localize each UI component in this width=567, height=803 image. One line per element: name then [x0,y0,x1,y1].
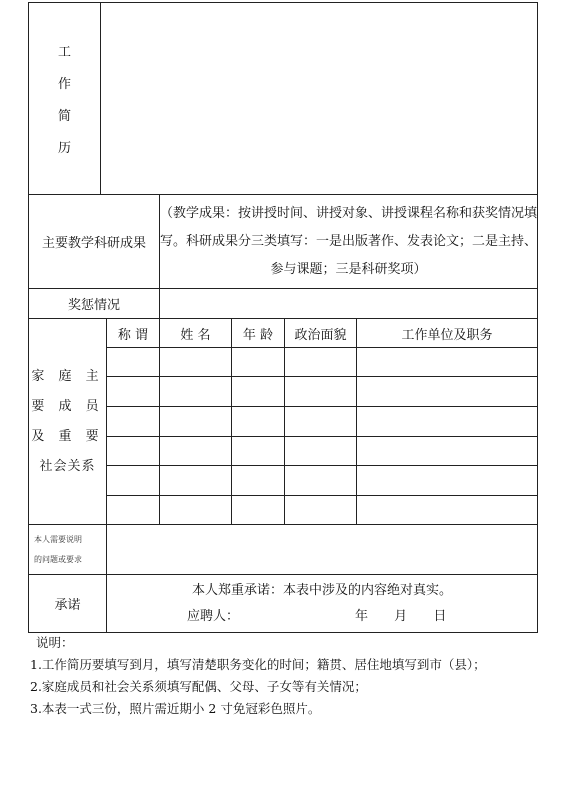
name-cell[interactable] [160,437,232,466]
pledge-label: 承诺 [29,575,107,633]
political-cell[interactable] [285,496,357,525]
year-label: 年 [355,608,369,624]
signature-field[interactable] [239,604,333,630]
political-cell[interactable] [285,348,357,377]
age-cell[interactable] [232,377,285,407]
awards-field[interactable] [160,289,538,319]
note-item: 1.工作简历要填写到月，填写清楚职务变化的时间；籍贯、居住地填写到市（县）； [30,657,486,672]
header-employer-position: 工作单位及职务 [357,319,538,348]
explain-field[interactable] [107,525,538,575]
achievements-label: 主要教学科研成果 [29,195,160,289]
awards-row [29,289,538,319]
header-political-status: 政治面貌 [285,319,357,348]
family-label-line: 社会关系 [39,458,96,474]
awards-label: 奖惩情况 [29,289,160,319]
employer-cell[interactable] [357,466,538,496]
note-item: 2.家庭成员和社会关系须填写配偶、父母、子女等有关情况； [30,679,367,694]
name-cell[interactable] [160,407,232,437]
employer-cell[interactable] [357,407,538,437]
political-cell[interactable] [285,466,357,496]
political-cell[interactable] [285,407,357,437]
relation-cell[interactable] [107,496,160,525]
pledge-statement: 本人郑重承诺：本表中涉及的内容绝对真实。 [192,582,453,598]
political-cell[interactable] [285,377,357,407]
notes-title: 说明： [36,635,74,650]
header-relation: 称 谓 [107,319,160,348]
work-history-char: 工 [57,45,71,60]
age-cell[interactable] [232,437,285,466]
political-cell[interactable] [285,437,357,466]
relation-cell[interactable] [107,437,160,466]
work-history-field[interactable] [101,3,538,195]
pledge-signature-line [107,604,537,630]
notes [30,632,540,720]
date-fields [333,604,446,630]
name-cell[interactable] [160,377,232,407]
work-history-char: 历 [57,141,71,156]
family-label-line: 要 成 员 [31,398,104,414]
work-history-char: 作 [57,77,71,92]
work-history-row [29,3,538,195]
day-label: 日 [433,608,447,624]
header-name: 姓 名 [160,319,232,348]
relation-cell[interactable] [107,348,160,377]
explain-label-line: 的问题或要求 [34,554,82,564]
family-label [29,319,107,525]
form-table [28,2,538,633]
relation-cell[interactable] [107,466,160,496]
employer-cell[interactable] [357,496,538,525]
header-age: 年 龄 [232,319,285,348]
pledge-row [29,575,538,633]
name-cell[interactable] [160,496,232,525]
relation-cell[interactable] [107,407,160,437]
work-history-label [29,3,101,195]
explain-row [29,525,538,575]
relation-cell[interactable] [107,377,160,407]
achievements-field[interactable]: （教学成果：按讲授时间、讲授对象、讲授课程名称和获奖情况填写。科研成果分三类填写：一是出版著作、发表论文；二是主持、参与课题；三是科研奖项） [160,195,538,289]
age-cell[interactable] [232,496,285,525]
explain-label-line: 本人需要说明 [34,534,82,544]
age-cell[interactable] [232,466,285,496]
name-cell[interactable] [160,348,232,377]
work-history-char: 简 [57,109,71,124]
age-cell[interactable] [232,407,285,437]
age-cell[interactable] [232,348,285,377]
employer-cell[interactable] [357,437,538,466]
pledge-content [107,575,538,633]
employer-cell[interactable] [357,348,538,377]
note-item: 3.本表一式三份，照片需近期小 2 寸免冠彩色照片。 [30,701,321,716]
month-label: 月 [394,608,408,624]
family-label-line: 家 庭 主 [31,368,104,384]
achievements-row [29,195,538,289]
name-cell[interactable] [160,466,232,496]
application-form [28,2,537,633]
family-label-line: 及 重 要 [31,428,104,444]
employer-cell[interactable] [357,377,538,407]
applicant-label: 应聘人： [187,608,240,624]
family-header-row [29,319,538,348]
explain-label [29,525,107,575]
